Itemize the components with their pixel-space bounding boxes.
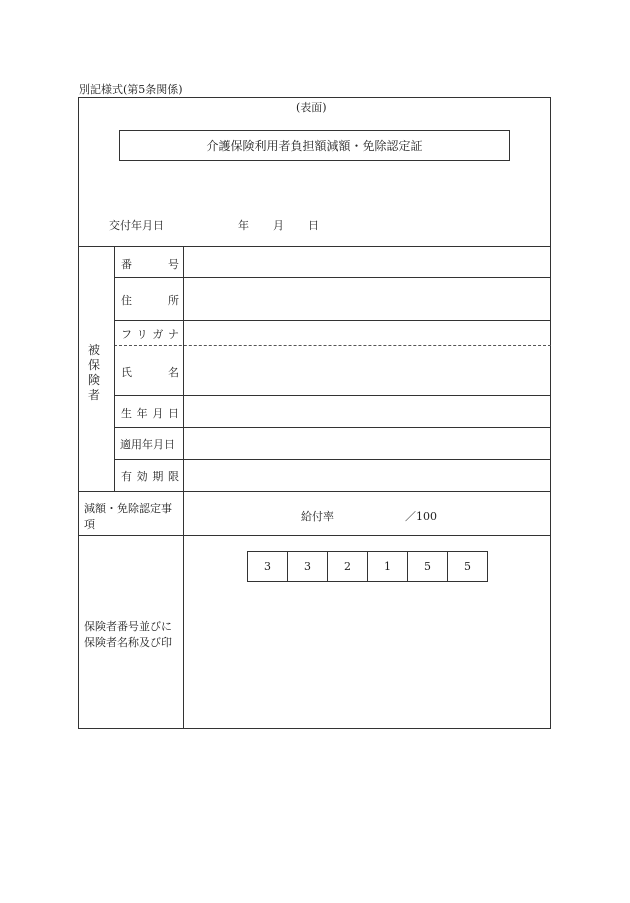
benefit-rate-value: ／100 (405, 510, 437, 523)
address-label: 住 所 (121, 294, 179, 307)
issue-year-label: 年 (238, 219, 249, 232)
certificate-title: 介護保険利用者負担額減額・免除認定証 (206, 139, 423, 153)
certificate-title-box (119, 130, 510, 161)
birth-date-label: 生 年 月 日 (121, 407, 179, 420)
reduction-label-line2: 項 (84, 518, 95, 531)
divider-line (78, 535, 551, 536)
issue-date-label: 交付年月日 (109, 219, 164, 232)
name-label: 氏 名 (121, 366, 179, 379)
reduction-label-line1: 減額・免除認定事 (84, 502, 172, 515)
insurer-number-digit: 2 (328, 552, 368, 581)
insured-group-label: 被 保 険 者 (88, 343, 101, 402)
divider-line (114, 277, 551, 278)
insurer-label-line1: 保険者番号並びに (84, 620, 172, 633)
divider-line (78, 491, 551, 492)
issue-month-label: 月 (273, 219, 284, 232)
insurer-number-digit: 3 (288, 552, 328, 581)
furigana-label: フ リ ガ ナ (121, 328, 179, 341)
insurer-number-boxes (247, 551, 488, 582)
issue-day-label: 日 (308, 219, 319, 232)
divider-line (114, 395, 551, 396)
column-line (183, 246, 184, 729)
side-label: (表面) (296, 101, 327, 114)
benefit-rate-label: 給付率 (301, 510, 334, 523)
insurer-number-digit: 1 (368, 552, 408, 581)
validity-label: 有 効 期 限 (121, 470, 179, 483)
divider-line (114, 427, 551, 428)
apply-date-label: 適用年月日 (120, 438, 175, 451)
column-line (114, 246, 115, 491)
insurer-number-digit: 3 (248, 552, 288, 581)
form-reference: 別記様式(第5条関係) (79, 83, 183, 96)
divider-line (114, 320, 551, 321)
insurer-number-digit: 5 (408, 552, 448, 581)
divider-line (78, 246, 551, 247)
dashed-divider-line (114, 345, 551, 346)
number-label: 番 号 (121, 258, 179, 271)
divider-line (114, 459, 551, 460)
insurer-label-line2: 保険者名称及び印 (84, 636, 172, 649)
insurer-number-digit: 5 (448, 552, 488, 581)
